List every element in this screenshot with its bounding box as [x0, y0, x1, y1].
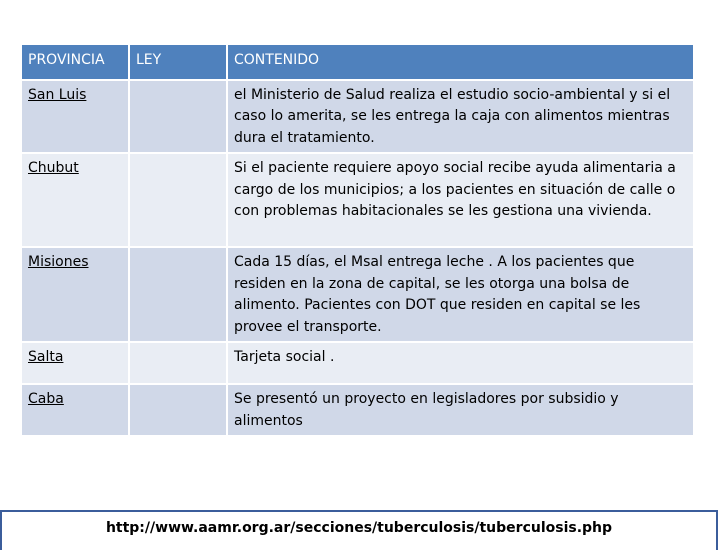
provincia-link[interactable]: San Luis [28, 86, 87, 103]
cell-ley [130, 385, 226, 435]
table-row [22, 154, 693, 246]
cell-ley [130, 248, 226, 341]
provincia-link[interactable]: Chubut [28, 160, 79, 176]
provincia-link[interactable]: Salta [28, 349, 64, 365]
table-header-row [22, 45, 693, 79]
cell-contenido: Si el paciente requiere apoyo social recibe ayuda alimentaria a cargo de los municipios; a los pacientes en situación de calle o con problemas habitacionales se les gestiona una vivienda. [228, 154, 693, 246]
table-row [22, 248, 693, 341]
table-row [22, 385, 693, 435]
table-row [22, 81, 693, 153]
table-row [22, 343, 693, 383]
provincia-link[interactable]: Caba [28, 391, 64, 407]
header-ley: LEY [130, 45, 226, 79]
cell-contenido: el Ministerio de Salud realiza el estudio socio-ambiental y si el caso lo amerita, se les entrega la caja con alimentos mientras dura el tratamiento. [228, 81, 693, 153]
cell-provincia[interactable] [22, 154, 128, 246]
cell-provincia[interactable] [22, 343, 128, 383]
header-provincia: PROVINCIA [22, 45, 128, 79]
header-contenido: CONTENIDO [228, 45, 693, 79]
cell-provincia[interactable] [22, 248, 128, 341]
cell-provincia[interactable] [22, 385, 128, 435]
cell-ley [130, 81, 226, 153]
provincia-link[interactable]: Misiones [28, 254, 89, 270]
source-url-link[interactable]: http://www.aamr.org.ar/secciones/tuberculosis/tuberculosis.php [105, 520, 613, 536]
cell-ley [130, 343, 226, 383]
source-footer [0, 510, 718, 550]
cell-provincia[interactable] [22, 81, 128, 153]
cell-ley [130, 154, 226, 246]
provinces-table-container [20, 43, 695, 437]
cell-contenido: Se presentó un proyecto en legisladores por subsidio y alimentos [228, 385, 693, 435]
cell-contenido: Tarjeta social . [228, 343, 693, 383]
provinces-table [20, 43, 695, 437]
cell-contenido: Cada 15 días, el Msal entrega leche . A los pacientes que residen en la zona de capital, se les otorga una bolsa de alimento. Pacientes con DOT que residen en capital se les provee el transporte. [228, 248, 693, 341]
